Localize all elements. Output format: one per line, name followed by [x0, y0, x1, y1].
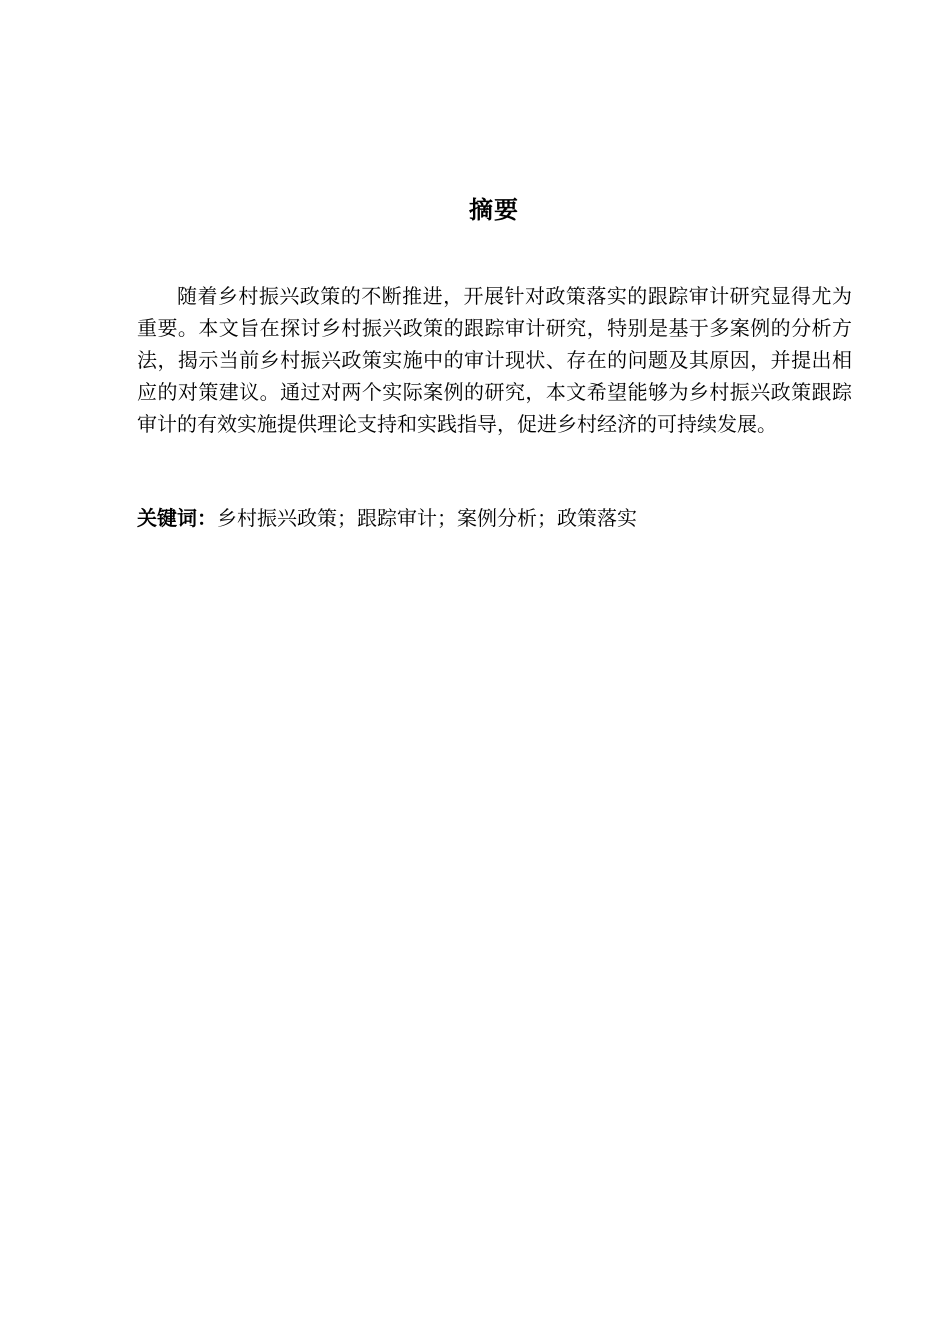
abstract-title: 摘要	[469, 196, 519, 224]
keywords-line	[137, 502, 852, 534]
abstract-body: 随着乡村振兴政策的不断推进，开展针对政策落实的跟踪审计研究显得尤为重要。本文旨在探讨乡村振兴政策的跟踪审计研究，特别是基于多案例的分析方法，揭示当前乡村振兴政策实施中的审计现状、存在的问题及其原因，并提出相应的对策建议。通过对两个实际案例的研究，本文希望能够为乡村振兴政策跟踪审计的有效实施提供理论支持和实践指导，促进乡村经济的可持续发展。	[137, 284, 852, 436]
keywords-label: 关键词：	[137, 506, 217, 530]
keywords-text: 乡村振兴政策；跟踪审计；案例分析；政策落实	[217, 506, 637, 530]
